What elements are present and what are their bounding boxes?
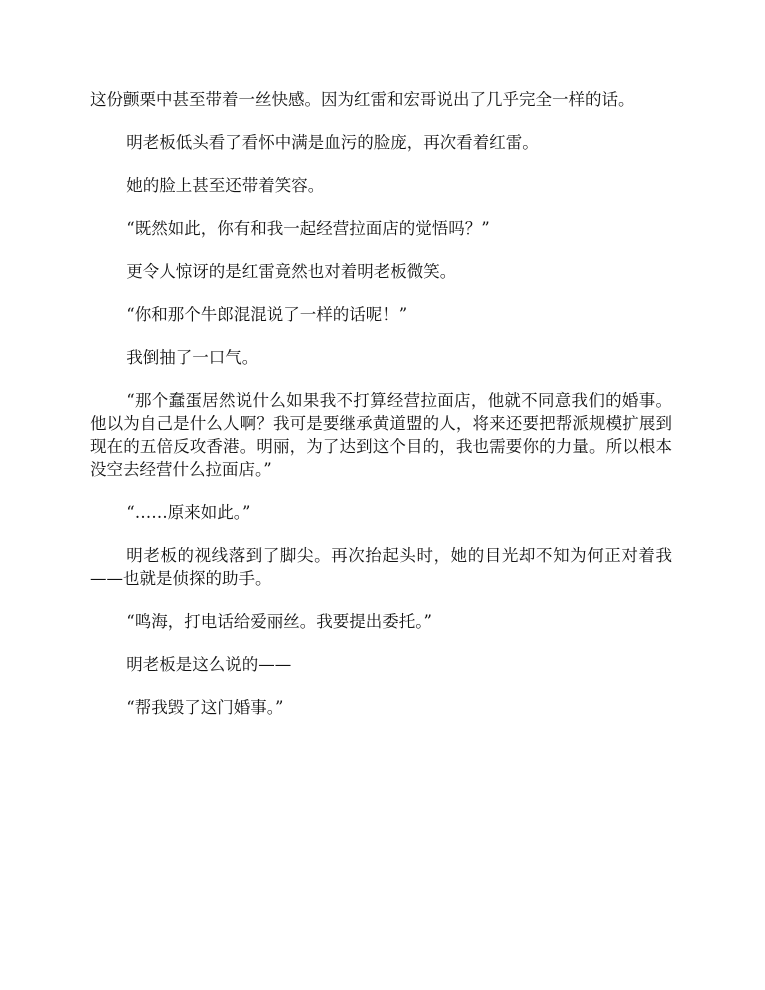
paragraph-4: “既然如此，你有和我一起经营拉面店的觉悟吗？” [126, 219, 490, 238]
document-page [90, 88, 672, 739]
paragraph-11: “鸣海，打电话给爱丽丝。我要提出委托。” [126, 612, 432, 631]
paragraph-10: 明老板的视线落到了脚尖。再次抬起头时，她的目光却不知为何正对着我——也就是侦探的助手。 [90, 546, 672, 588]
paragraph-5: 更令人惊讶的是红雷竟然也对着明老板微笑。 [126, 262, 457, 281]
paragraph-2: 明老板低头看了看怀中满是血污的脸庞，再次看着红雷。 [126, 133, 539, 152]
paragraph-9: “……原来如此。” [126, 503, 251, 522]
paragraph-1: 这份颤栗中甚至带着一丝快感。因为红雷和宏哥说出了几乎完全一样的话。 [90, 90, 635, 109]
paragraph-8: “那个蠢蛋居然说什么如果我不打算经营拉面店，他就不同意我们的婚事。他以为自己是什么人啊？我可是要继承黄道盟的人，将来还要把帮派规模扩展到现在的五倍反攻香港。明丽，为了达到这个目的，我也需要你的力量。所以根本没空去经营什么拉面店。” [90, 391, 672, 479]
paragraph-12: 明老板是这么说的—— [126, 655, 292, 674]
paragraph-6: “你和那个牛郎混混说了一样的话呢！” [126, 305, 408, 324]
paragraph-3: 她的脸上甚至还带着笑容。 [126, 176, 325, 195]
paragraph-13: “帮我毁了这门婚事。” [126, 698, 284, 717]
paragraph-7: 我倒抽了一口气。 [126, 348, 259, 367]
